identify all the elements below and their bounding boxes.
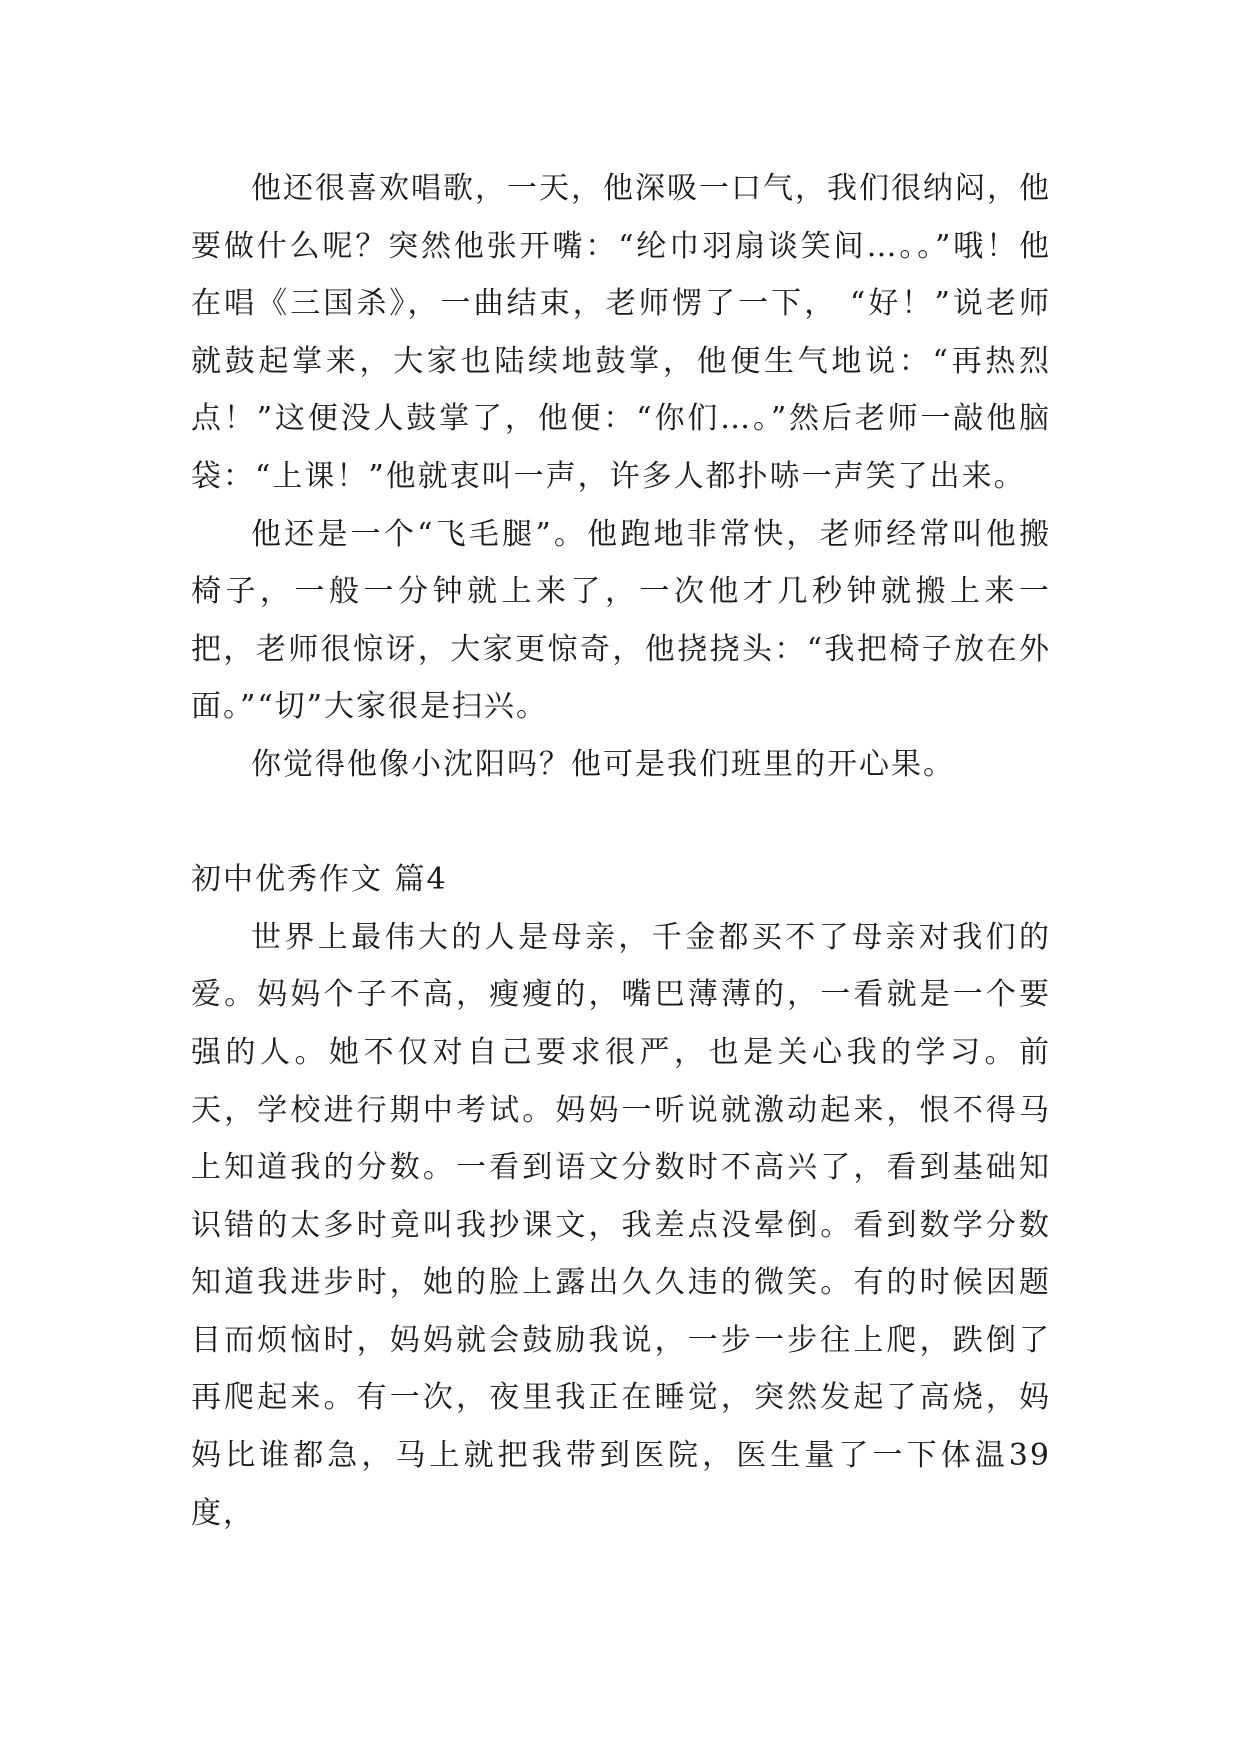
paragraph-mother: 世界上最伟大的人是母亲，千金都买不了母亲对我们的爱。妈妈个子不高，瘦瘦的，嘴巴薄薄的，一看就是一个要强的人。她不仅对自己要求很严，也是关心我的学习。前天，学校进行期中考试。妈妈一听说就激动起来，恨不得马上知道我的分数。一看到语文分数时不高兴了，看到基础知识错的太多时竟叫我抄课文，我差点没晕倒。看到数学分数知道我进步时，她的脸上露出久久违的微笑。有的时候因题目而烦恼时，妈妈就会鼓励我说，一步一步往上爬，跌倒了再爬起来。有一次，夜里我正在睡觉，突然发起了高烧，妈妈比谁都急，马上就把我带到医院，医生量了一下体温39度， [191,919,1051,1531]
paragraph-class-clown: 你觉得他像小沈阳吗？他可是我们班里的开心果。 [251,746,955,782]
paragraph-singing: 他还很喜欢唱歌，一天，他深吸一口气，我们很纳闷，他要做什么呢？突然他张开嘴：“纶巾羽扇谈笑间…。。”哦！他在唱《三国杀》，一曲结束，老师愣了一下， “好！”说老师就鼓起掌来，大家也陆续地鼓掌，他便生气地说：“再热烈点！”这便没人鼓掌了，他便：“你们…。”然后老师一敲他脑袋：“上课！”他就衷叫一声，许多人都扑哧一声笑了出来。 [191,171,1051,494]
section-heading: 初中优秀作文 篇4 [191,862,448,898]
document-body [191,160,1051,1542]
paragraph-fast-runner: 他还是一个“飞毛腿”。他跑地非常快，老师经常叫他搬椅子，一般一分钟就上来了，一次他才几秒钟就搬上来一把，老师很惊讶，大家更惊奇，他挠挠头：“我把椅子放在外面。”“切”大家很是扫兴。 [191,516,1051,725]
